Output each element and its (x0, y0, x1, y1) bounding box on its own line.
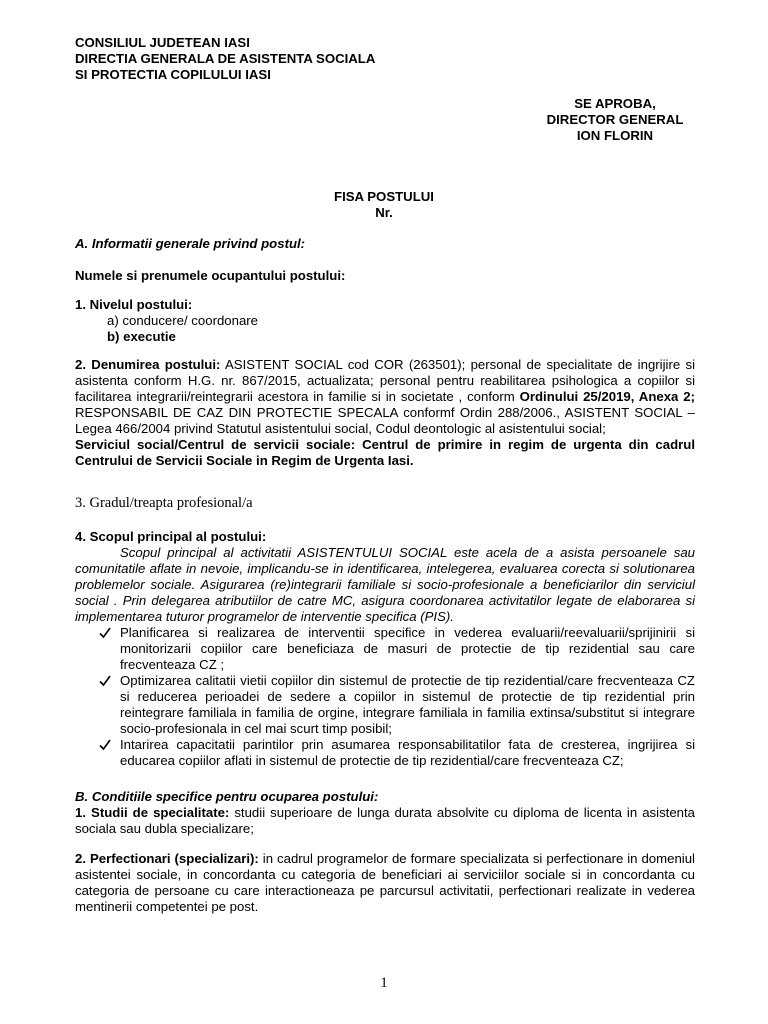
page-number: 1 (380, 975, 388, 991)
org-line-2: DIRECTIA GENERALA DE ASISTENTA SOCIALA (75, 51, 376, 66)
org-line-3: SI PROTECTIA COPILULUI IASI (75, 67, 271, 82)
section-b (75, 789, 695, 837)
post-scope-heading: 4. Scopul principal al postului: (75, 529, 267, 544)
post-level-option-b: b) executie (107, 329, 176, 344)
checkmark-icon (98, 625, 112, 641)
document-title (0, 189, 768, 221)
training-paragraph (75, 851, 695, 915)
objective-text: Optimizarea calitatii vietii copiilor din sistemul de protectie de tip rezidential/care frecventeaza CZ si reducerea perioadei de sedere a copiilor in sistemul de protectie de tip rezidential prin reintegrare familiala in familia de orgine, integrare familiala in familia extinsa/substitut si integrare socio-profesionala in cel mai scurt timp posibil; (120, 673, 695, 736)
objective-text: Intarirea capacitatii parintilor prin asumarea responsabilitatilor fata de cresterea, ingrijirea si educarea copiilor aflati in sistemul de protectie de tip rezidential/care frecventeaza CZ; (120, 737, 695, 768)
post-name-text-1: ASISTENT SOCIAL cod COR (263501); personal de specialitate de ingrijire si asistenta conform H.G. nr. 867/2015, actualizata; personal pentru reabilitarea psihologica a copiilor si facilitarea integrarii/reintegrarii acestora in familie si in societate , conform (75, 357, 695, 404)
section-a-heading: A. Informatii generale privind postul: (75, 236, 306, 251)
studies-label: 1. Studii de specialitate: (75, 805, 230, 820)
organization-header (75, 35, 475, 83)
post-scope-text: Scopul principal al activitatii ASISTENTULUI SOCIAL este acela de a asista persoanele sau comunitatile aflate in nevoie, implicandu-se in identificarea, intelegerea, evaluarea corecta si solutionarea problemelor sociale. Asigurarea (re)integrarii familiale si socio-profesionale a beneficiarilor din serviciul social . Prin delegarea atributiilor de catre MC, asigura coordonarea activitatilor legate de elaborarea si implementarea tuturor programelor de interventie specifica (PIS). (75, 545, 695, 624)
scope-objectives-list (75, 625, 695, 769)
approval-line-1: SE APROBA, (574, 96, 656, 111)
post-name-order: Ordinului 25/2019, Anexa 2; (519, 389, 695, 404)
studies-text: studii superioare de lunga durata absolvite cu diploma de licenta in asistenta sociala sau dubla specializare; (75, 805, 695, 836)
post-level-option-a: a) conducere/ coordonare (107, 313, 259, 328)
section-b-heading: B. Conditiile specifice pentru ocuparea postului: (75, 789, 379, 804)
title-line-1: FISA POSTULUI (334, 189, 434, 204)
post-level-heading: 1. Nivelul postului: (75, 297, 193, 312)
list-item (75, 737, 695, 769)
studies-paragraph (75, 805, 695, 837)
social-service-text: Serviciul social/Centrul de servicii sociale: Centrul de primire in regim de urgenta din cadrul Centrului de Servicii Sociale in Regim de Urgenta Iasi. (75, 437, 695, 468)
post-scope (75, 529, 695, 769)
post-name-paragraph (75, 357, 695, 469)
list-item (75, 673, 695, 737)
professional-grade: 3. Gradul/treapta profesional/a (75, 495, 253, 511)
post-name-label: 2. Denumirea postului: (75, 357, 221, 372)
approval-block (540, 96, 690, 144)
checkmark-icon (98, 673, 112, 689)
objective-text: Planificarea si realizarea de interventii specifice in vederea evaluarii/reevaluarii/sprijinirii si monitorizarii copiilor care beneficiaza de masuri de protectie de tip rezidential sau care frecventeaza CZ ; (120, 625, 695, 672)
training-label: 2. Perfectionari (specializari): (75, 851, 259, 866)
occupant-label: Numele si prenumele ocupantului postului: (75, 268, 346, 283)
checkmark-icon (98, 737, 112, 753)
approval-line-3: ION FLORIN (576, 128, 654, 143)
approval-line-2: DIRECTOR GENERAL (546, 112, 684, 127)
org-line-1: CONSILIUL JUDETEAN IASI (75, 35, 250, 50)
post-level (75, 297, 695, 345)
post-name-text-2: RESPONSABIL DE CAZ DIN PROTECTIE SPECALA conformf Ordin 288/2006., ASISTENT SOCIAL – Legea 466/2004 privind Statutul asistentului social, Codul deontologic al asistentului social; (75, 405, 695, 436)
title-line-2: Nr. (375, 205, 393, 220)
list-item (75, 625, 695, 673)
training-text: in cadrul programelor de formare specializata si perfectionare in domeniul asistentei sociale, in concordanta cu categoria de beneficiari ai serviciilor sociale si in concordanta cu categoria de persoane cu care interactioneaza pe parcursul activitatii, perfectionari realizate in vederea mentinerii competentei pe post. (75, 851, 695, 914)
